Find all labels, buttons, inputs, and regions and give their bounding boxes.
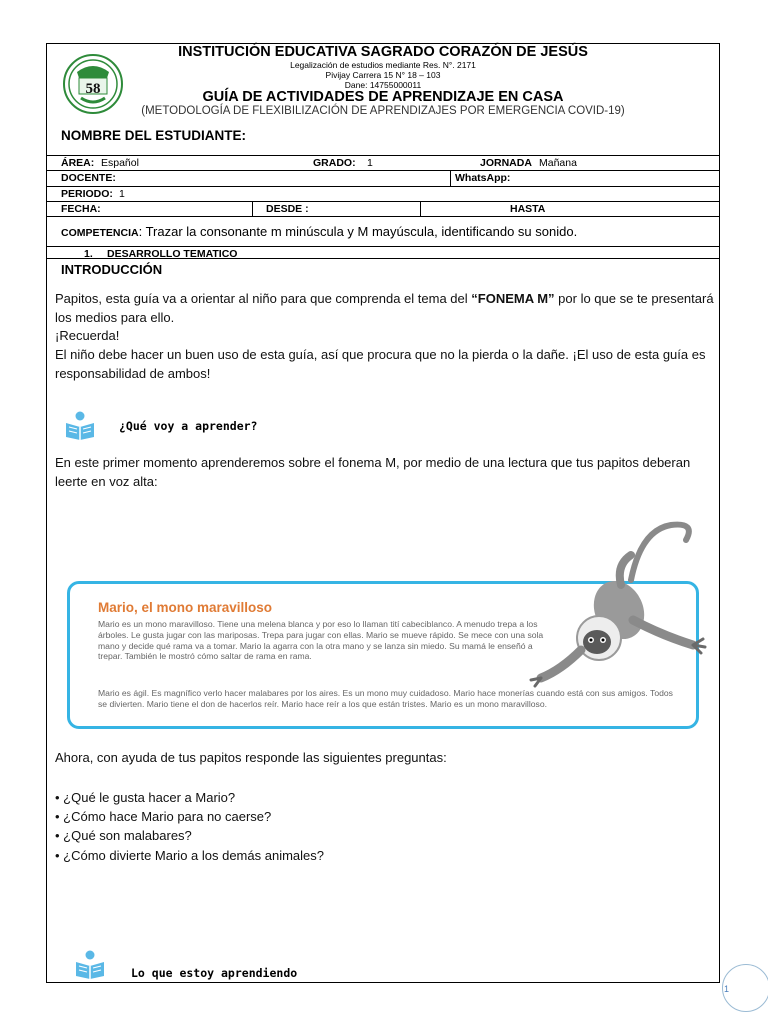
intro-remember: ¡Recuerda! — [55, 328, 120, 343]
learn-heading: ¿Qué voy a aprender? — [119, 419, 258, 433]
shift-label: JORNADA — [480, 157, 532, 169]
grade-value: 1 — [367, 157, 373, 169]
legal-line-3: Dane: 14755000011 — [344, 80, 422, 90]
area-row — [47, 155, 719, 170]
header — [47, 44, 719, 154]
book-reader-icon — [63, 410, 97, 440]
competence — [61, 224, 577, 239]
question-item: • ¿Cómo divierte Mario a los demás animales? — [55, 848, 324, 863]
section-title: DESARROLLO TEMATICO — [107, 248, 238, 260]
monkey-illustration — [521, 510, 711, 700]
learning-heading: Lo que estoy aprendiendo — [131, 966, 298, 980]
question-item: • ¿Qué son malabares? — [55, 828, 192, 843]
intro-text-b: por lo que se te presentará los medios para ello. — [55, 291, 714, 325]
date-divider-1 — [252, 202, 253, 216]
methodology-subtitle: (METODOLOGÍA DE FLEXIBILIZACIÓN DE APRENDIZAJES POR EMERGENCIA COVID-19) — [141, 105, 625, 117]
guide-title: GUÍA DE ACTIVIDADES DE APRENDIZAJE EN CASA — [202, 89, 564, 105]
book-reader-icon — [73, 949, 107, 979]
teacher-divider — [450, 171, 451, 186]
period-label: PERIODO: — [61, 188, 113, 200]
period-row — [47, 186, 719, 201]
legal-line-1: Legalización de estudios mediante Res. N°. 2171 — [290, 60, 476, 70]
intro-heading: INTRODUCCIÓN — [61, 262, 163, 277]
competence-row — [47, 216, 719, 246]
story-paragraph-2: Mario es ágil. Es magnífico verlo hacer malabares por los aires. Es un mono muy cuidadoso. Mario hace monerías cuando está con sus amigos. Todos se divierten. Mario tiene el don de hacerlos reír. Mario hace reír a los que están tristes. Mario es un mono maravilloso. — [98, 688, 673, 709]
date-label: FECHA: — [61, 203, 101, 215]
date-row — [47, 201, 719, 216]
legal-line-2: Pivijay Carrera 15 N° 18 – 103 — [325, 70, 441, 80]
period-value: 1 — [119, 188, 125, 200]
competence-text: : Trazar la consonante m minúscula y M mayúscula, identificando su sonido. — [138, 224, 578, 239]
learn-paragraph: En este primer momento aprenderemos sobre el fonema M, por medio de una lectura que tus papitos deberan leerte en voz alta: — [55, 455, 691, 489]
area-label: ÁREA: — [61, 157, 95, 169]
intro-paragraph-3: El niño debe hacer un buen uso de esta guía, así que procura que no la pierda o la dañe. ¡El uso de esta guía es responsabilidad de ambos! — [55, 347, 706, 381]
date-divider-2 — [420, 202, 421, 216]
story-paragraph-1: Mario es un mono maravilloso. Tiene una melena blanca y por eso lo llaman tití cabeciblanco. A menudo trepa a los árboles. Le gusta jugar con las mariposas. Trepa para jugar con ellas. Mario se mueve rápido. Se mece con una sola mano y decide qué rama va a tomar. Mario la agarra con la otra mano y se lanza sin miedo. Su mamá le enseñó a trepar. También le mostró cómo saltar de rama en rama. — [98, 619, 544, 662]
intro-paragraph-1 — [55, 290, 715, 327]
questions-intro: Ahora, con ayuda de tus papitos responde las siguientes preguntas: — [55, 750, 447, 765]
intro-text-a: Papitos, esta guía va a orientar al niño para que comprenda el tema del — [55, 291, 472, 306]
document-frame — [46, 43, 720, 983]
teacher-row — [47, 170, 719, 186]
page-number-badge — [722, 964, 768, 1012]
whatsapp-label: WhatsApp: — [455, 172, 511, 184]
to-label: HASTA — [510, 203, 546, 215]
story-title: Mario, el mono maravilloso — [98, 600, 273, 615]
from-label: DESDE : — [266, 203, 309, 215]
question-item: • ¿Cómo hace Mario para no caerse? — [55, 809, 272, 824]
student-name-label: NOMBRE DEL ESTUDIANTE: — [61, 128, 247, 143]
grade-label: GRADO: — [313, 157, 356, 169]
institution-name: INSTITUCIÓN EDUCATIVA SAGRADO CORAZÓN DE JESÚS — [178, 44, 588, 60]
teacher-label: DOCENTE: — [61, 172, 116, 184]
question-item: • ¿Qué le gusta hacer a Mario? — [55, 790, 236, 805]
area-value: Español — [101, 157, 139, 169]
svg-text:58: 58 — [85, 81, 101, 97]
intro-emphasis: “FONEMA M” — [471, 291, 555, 306]
section-divider — [47, 258, 719, 259]
shift-value: Mañana — [539, 157, 577, 169]
page-number: 1 — [724, 984, 730, 994]
competence-label: COMPETENCIA — [61, 227, 139, 239]
section-number: 1. — [84, 248, 93, 260]
